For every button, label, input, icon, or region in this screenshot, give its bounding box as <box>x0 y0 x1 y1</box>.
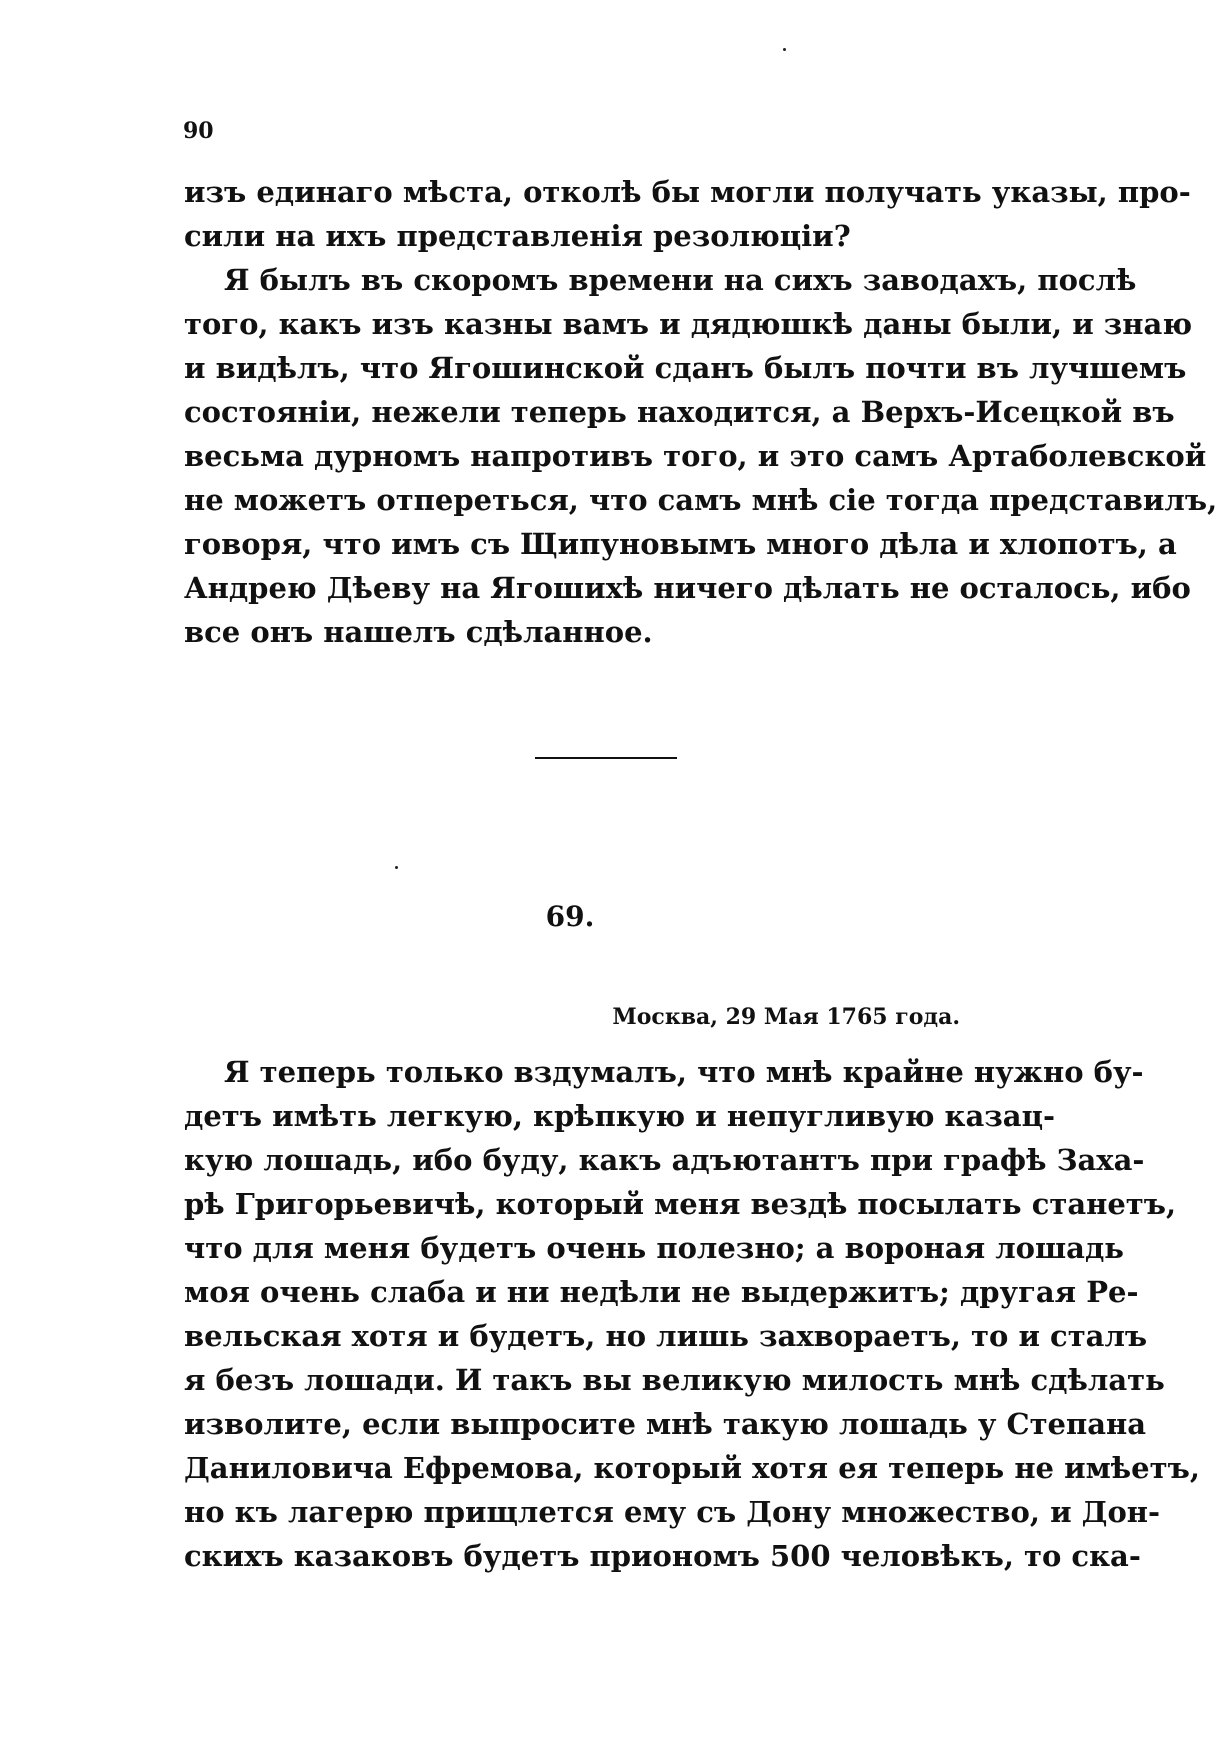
text-line: состояніи, нежели теперь находится, а Верхъ-Исецкой въ <box>184 395 1175 429</box>
text-line: детъ имѣть легкую, крѣпкую и непугливую казац- <box>184 1099 1056 1133</box>
text-line: и видѣлъ, что Ягошинской сданъ былъ почти въ лучшемъ <box>184 351 1187 385</box>
text-line: не можетъ отпереться, что самъ мнѣ сіе тогда представилъ, <box>184 483 1217 517</box>
text-line: Я былъ въ скоромъ времени на сихъ заводахъ, послѣ <box>224 263 1137 297</box>
letter-number: 69. <box>545 900 595 933</box>
text-line: изъ единаго мѣста, отколѣ бы могли получать указы, про- <box>184 175 1191 209</box>
text-line: говоря, что имъ съ Щипуновымъ много дѣла и хлопотъ, а <box>184 527 1177 561</box>
text-line: все онъ нашелъ сдѣланное. <box>184 615 653 649</box>
text-line: Даниловича Ефремова, который хотя ея теперь не имѣетъ, <box>184 1451 1200 1485</box>
text-line: рѣ Григорьевичѣ, который меня вездѣ посылать станетъ, <box>184 1187 1177 1221</box>
text-line: моя очень слаба и ни недѣли не выдержитъ; другая Ре- <box>184 1275 1139 1309</box>
text-line: я безъ лошади. И такъ вы великую милость мнѣ сдѣлать <box>184 1363 1165 1397</box>
text-line: изволите, если выпросите мнѣ такую лошадь у Степана <box>184 1407 1147 1441</box>
letter-dateline: Москва, 29 Мая 1765 года. <box>612 1004 960 1030</box>
text-line: сили на ихъ представленія резолюціи? <box>184 219 851 253</box>
text-line: но къ лагерю прищлется ему съ Дону множество, и Дон- <box>184 1495 1161 1529</box>
text-line: того, какъ изъ казны вамъ и дядюшкѣ даны были, и знаю <box>184 307 1193 341</box>
text-line: весьма дурномъ напротивъ того, и это самъ Артаболевской <box>184 439 1207 473</box>
text-line: Я теперь только вздумалъ, что мнѣ крайне нужно бу- <box>224 1055 1144 1089</box>
text-line: скихъ казаковъ будетъ приономъ 500 человѣкъ, то ска- <box>184 1539 1141 1573</box>
text-line: что для меня будетъ очень полезно; а вороная лошадь <box>184 1231 1124 1265</box>
scan-speck <box>783 48 786 51</box>
text-line: кую лошадь, ибо буду, какъ адъютантъ при графѣ Заха- <box>184 1143 1145 1177</box>
page-number: 90 <box>183 118 214 144</box>
text-line: вельская хотя и будетъ, но лишь захвораетъ, то и сталъ <box>184 1319 1148 1353</box>
scan-speck <box>395 866 398 869</box>
section-divider <box>535 757 677 759</box>
text-line: Андрею Дѣеву на Ягошихѣ ничего дѣлать не осталось, ибо <box>184 571 1191 605</box>
